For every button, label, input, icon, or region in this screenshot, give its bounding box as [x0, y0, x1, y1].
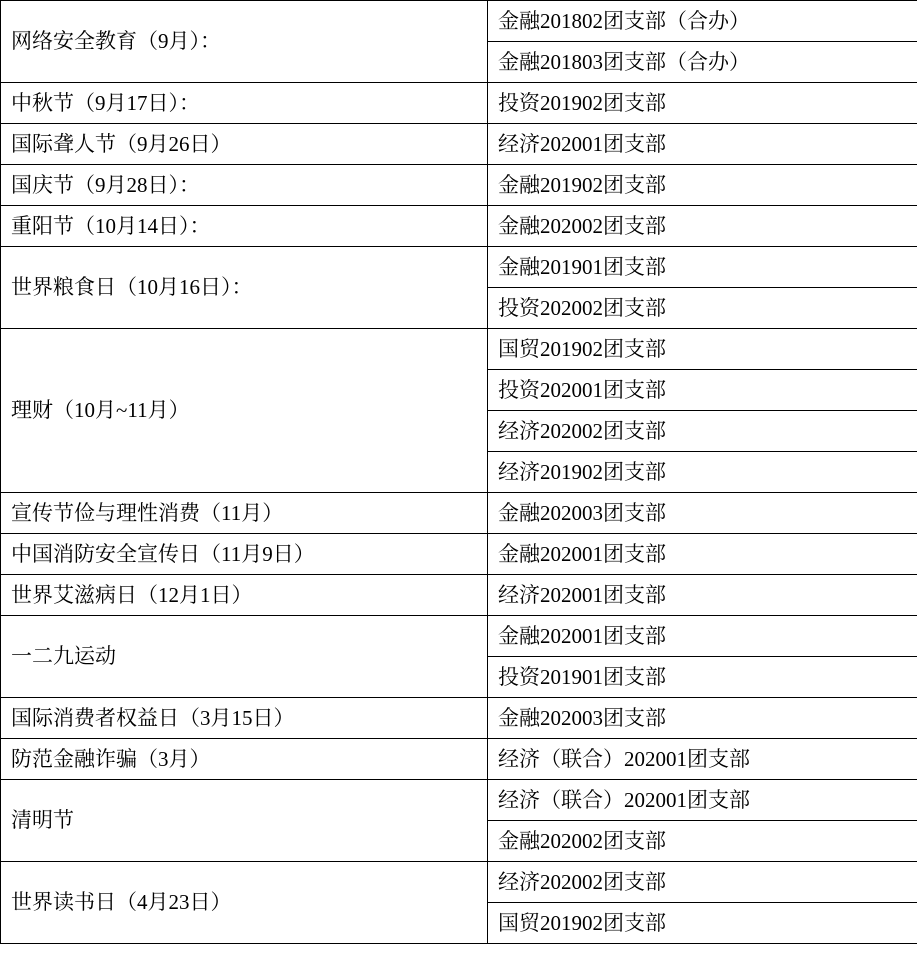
activity-cell: 一二九运动 [1, 616, 488, 698]
table-row [1, 575, 917, 616]
branch-cell: 经济201902团支部 [488, 452, 917, 493]
branch-cell: 金融202003团支部 [488, 493, 917, 534]
branch-cell: 经济（联合）202001团支部 [488, 739, 917, 780]
activity-cell: 网络安全教育（9月）： [1, 1, 488, 83]
table-row [1, 616, 917, 657]
branch-cell: 经济（联合）202001团支部 [488, 780, 917, 821]
branch-cell: 金融201803团支部（合办） [488, 42, 917, 83]
activity-cell: 国庆节（9月28日）： [1, 165, 488, 206]
activity-cell: 防范金融诈骗（3月） [1, 739, 488, 780]
branch-cell: 金融202002团支部 [488, 206, 917, 247]
activity-cell: 世界艾滋病日（12月1日） [1, 575, 488, 616]
branch-cell: 金融201802团支部（合办） [488, 1, 917, 42]
activity-cell: 世界读书日（4月23日） [1, 862, 488, 944]
branch-cell: 投资202002团支部 [488, 288, 917, 329]
table-row [1, 780, 917, 821]
activity-cell: 国际消费者权益日（3月15日） [1, 698, 488, 739]
branch-cell: 金融201902团支部 [488, 165, 917, 206]
table-row [1, 165, 917, 206]
branch-cell: 经济202001团支部 [488, 124, 917, 165]
branch-cell: 金融201901团支部 [488, 247, 917, 288]
branch-cell: 金融202002团支部 [488, 821, 917, 862]
table-row [1, 698, 917, 739]
branch-cell: 金融202001团支部 [488, 616, 917, 657]
branch-cell: 国贸201902团支部 [488, 329, 917, 370]
table-row [1, 739, 917, 780]
table-row [1, 83, 917, 124]
activity-cell: 重阳节（10月14日）： [1, 206, 488, 247]
activity-cell: 国际聋人节（9月26日） [1, 124, 488, 165]
branch-cell: 经济202002团支部 [488, 411, 917, 452]
activity-cell: 中国消防安全宣传日（11月9日） [1, 534, 488, 575]
table-row [1, 1, 917, 42]
table-row [1, 862, 917, 903]
table-row [1, 206, 917, 247]
table-row [1, 493, 917, 534]
table-body [1, 1, 917, 944]
activity-cell: 中秋节（9月17日）： [1, 83, 488, 124]
branch-cell: 金融202003团支部 [488, 698, 917, 739]
activity-cell: 世界粮食日（10月16日）： [1, 247, 488, 329]
branch-cell: 金融202001团支部 [488, 534, 917, 575]
activity-cell: 宣传节俭与理性消费（11月） [1, 493, 488, 534]
activity-cell: 清明节 [1, 780, 488, 862]
branch-cell: 经济202002团支部 [488, 862, 917, 903]
branch-cell: 投资202001团支部 [488, 370, 917, 411]
activity-cell: 理财（10月~11月） [1, 329, 488, 493]
table-row [1, 534, 917, 575]
table-row [1, 329, 917, 370]
branch-cell: 投资201902团支部 [488, 83, 917, 124]
branch-cell: 经济202001团支部 [488, 575, 917, 616]
table-row [1, 124, 917, 165]
branch-cell: 投资201901团支部 [488, 657, 917, 698]
table-row [1, 247, 917, 288]
branch-cell: 国贸201902团支部 [488, 903, 917, 944]
